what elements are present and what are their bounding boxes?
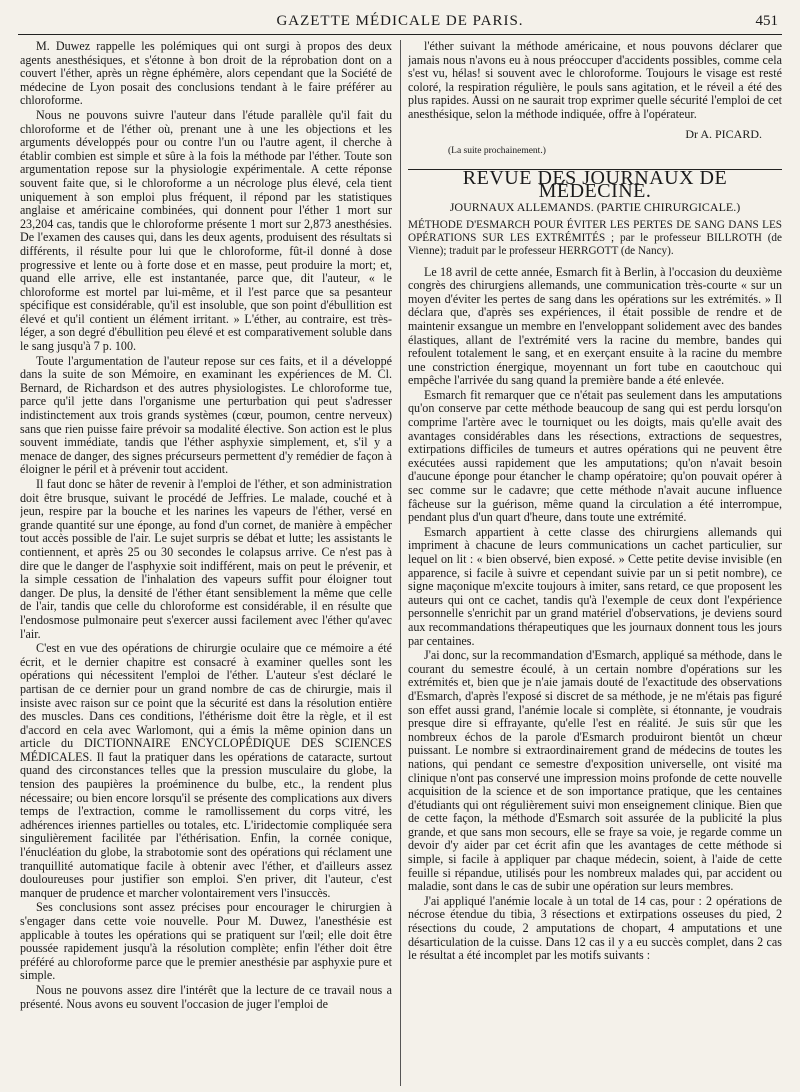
paragraph: Toute l'argumentation de l'auteur repose sur ces faits, et il a développé dans la suite de son Mémoire, en examinant les expériences de M. Cl. Bernard, de Richardson et des autres physiologistes. Le chloroforme tue, parce qu'il jette dans l'organisme une perturbation qui peut s'adresser indistinctement aux trois grands systèmes (cœur, poumon, centre nerveux) sans que rien puisse faire prévoir sa modalité élective. Son action est le plus souvent immédiate, tandis que l'éther asphyxie simplement, et, s'il y a menace de danger, des signes précurseurs permettent d'y remédier de façon à éloigner le péril et à prévenir tout accident. xyxy=(20,353,392,477)
section-title: REVUE DES JOURNAUX DE MÉDECINE. xyxy=(462,166,728,203)
page-header xyxy=(18,12,782,35)
paragraph: C'est en vue des opérations de chirurgie oculaire que ce mémoire a été écrit, et le dernier chapitre est consacré à examiner quelles sont les opérations qui nécessitent l'emploi de l'éther. L'auteur s'est déclaré le partisan de ce dernier pour un grand nombre de cas de chirurgie, mais il insiste avec raison sur ce point que la sécurité est dans la résolution entière des muscles. Dans ces conditions, l'éthérisme doit être la règle, et il est d'accord en cela avec Warlomont, qui a émis la même opinion dans un article du DICTIONNAIRE ENCYCLOPÉDIQUE DES SCIENCES MÉDICALES. Il faut la pratiquer dans les opérations de cataracte, surtout quand des circonstances telles que la pression musculaire du globe, la tension des paupières la proéminence du bulbe, etc., la rendent plus nécessaire; ou bien encore lorsqu'il se présente des complications aux divers temps de l'extraction, comme le ramollissement du corps vitré, les adhérences iriennes partielles ou totales, etc. L'iridectomie compliquée sera singulièrement facilitée par l'éthérisation. Enfin, la cornée conique, l'énucléation du globe, la strabotomie sont des opérations qui réclament une tranquillité automatique facile à obtenir avec l'éther, et d'ailleurs assez douloureuses pour justifier son emploi. S'en priver, dit l'auteur, c'est manquer de prudence et marcher volontairement vers l'insuccès. xyxy=(20,641,392,900)
paragraph: J'ai appliqué l'anémie locale à un total de 14 cas, pour : 2 opérations de nécrose étendue du tibia, 3 résections et extirpations osseuses du pied, 2 résections du coude, 2 amputations de chopart, 4 amputations et une désarticulation de la cuisse. Dans 12 cas il y a eu succès complet, dans 2 cas le résultat a été incomplet par les motifs suivants : xyxy=(408,893,782,963)
continuation-paragraph: l'éther suivant la méthode américaine, et nous pouvons déclarer que jamais nous n'avons eu à nous préoccuper d'accidents possibles, comme cela s'est vu, hélas! si souvent avec le chloroforme. Toujours le visage est resté coloré, la respiration régulière, le pouls sans agitation, et le réveil a été des plus rapides. Aussi on ne saurait trop exprimer quelle sécurité l'emploi de cet anesthésique, selon la méthode indiquée, offre à l'opérateur. xyxy=(408,40,782,121)
journal-title: GAZETTE MÉDICALE DE PARIS. xyxy=(276,13,524,29)
paragraph: Esmarch appartient à cette classe des chirurgiens allemands qui impriment à chacune de leurs communications un cachet particulier, sur lequel on lit : « bien observé, bien exposé. » Cette petite devise invisible (en apparence, si facile à suivre et cependant suivie par un si petit nombre), ce signe maçonique m'excite toujours à imiter, sans retard, ce que proposent les auteurs qui ont ce cachet, tandis qu'à l'exemple de ceux dont l'expérience personnelle s'enrichit par un grand matériel d'observations, je deviens sourd aux recommandations thérapeutiques que les journaux donnent tous les jours par centaines. xyxy=(408,524,782,648)
article-title: MÉTHODE D'ESMARCH POUR ÉVITER LES PERTES DE SANG DANS LES OPÉRATIONS SUR LES EXTRÉMITÉS ; par le professeur BILLROTH (de Vienne); traduit par le professeur HERRGOTT (de Nancy). xyxy=(408,218,782,257)
paragraph: M. Duwez rappelle les polémiques qui ont surgi à propos des deux agents anesthésiques, et s'étonne à bon droit de la réprobation dont on a couvert l'éther, après un règne éphémère, alors cependant que la Société de médecine de Lyon posait des conclusions tendant à le faire préférer au chloroforme. xyxy=(20,40,392,108)
suite-note: (La suite prochainement.) xyxy=(448,146,546,157)
paragraph: Ses conclusions sont assez précises pour encourager le chirurgien à s'engager dans cette voie nouvelle. Pour M. Duwez, l'anesthésie est applicable à toutes les opérations qui se pratiquent sur l'œil; elle doit être poussée rapidement jusqu'à la résolution complète; enfin l'éther doit être préféré au chloroforme parce que le premier anesthésie par asphyxie pure et simple. xyxy=(20,900,392,983)
paragraph: Le 18 avril de cette année, Esmarch fit à Berlin, à l'occasion du deuxième congrès des chirurgiens allemands, une communication très-courte « sur un moyen d'éviter les pertes de sang dans les opérations sur les extrémités. » Il déclara que, d'après ses expériences, il était possible de rendre et de maintenir exsangue un membre en l'enveloppant solidement avec des bandes élastiques, allant de l'extrémité vers la racine du membre, bandes qui refoulent totalement le sang, et en exerçant ensuite à la racine du membre une constriction énergique, moyennant un fort tube en caoutchouc qui empêche l'arrivée du sang quand la première bande a été enlevée. xyxy=(408,264,782,388)
paragraph: J'ai donc, sur la recommandation d'Esmarch, appliqué sa méthode, dans le courant du semestre écoulé, à un certain nombre d'opérations sur les extrémités et, bien que je n'aie jamais douté de l'exactitude des observations d'Esmarch, d'après l'exposé si discret de sa méthode, je ne m'étais pas figuré son effet aussi grand, l'anémie locale si complète, si étonnante, je voudrais presque dire si effrayante, qu'elle l'est en réalité. Je suis sûr que les nombreux échos de la parole d'Esmarch produiront bientôt un chœur puissant. Le nombre si extraordinairement grand de médecins de toutes les nations, qui pendant ce semestre d'exposition universelle, ont visité ma clinique n'ont pas conservé une impression moins profonde de cette nouvelle acquisition de la science et de son importance pratique, que les centaines d'étudiants qui ont régulièrement suivi mon enseignement clinique. Bien que de cette façon, la méthode d'Esmarch soit assurée de la publicité la plus grande, et que sans mon secours, elle se fraye sa voie, je regarde comme un devoir d'y aider par cet écrit afin que les avantages de cette méthode si simple, si facile à appliquer par chaque médecin, soient, à l'aide de cette feuille si répandue, utilisés pour les nombreux malades qui, par accident ou maladie, sont dans le cas de subir une opération sur leurs membres. xyxy=(408,648,782,894)
right-column xyxy=(408,40,782,1086)
author-signature: Dr A. PICARD. xyxy=(685,126,762,141)
page-number: 451 xyxy=(755,13,778,29)
paragraph: Il faut donc se hâter de revenir à l'emploi de l'éther, et son administration doit être brusque, suivant le procédé de Jeffries. Le malade, couché et à jeun, respire par la bouche et les narines les vapeurs de l'éther, versé en grande quantité sur une éponge, au fond d'un cornet, de manière à empêcher tout accès possible de l'air. Le sujet surpris se débat et lutte; les assistants le contiennent, et après 25 ou 30 secondes le colapsus arrive. Ce n'est pas à dire que le danger de l'asphyxie soit indifférent, mais on peut le prévenir, et la simple cessation de l'inhalation des vapeurs suffit pour éloigner tout danger. De plus, la densité de l'éther étant sensiblement la même que celle de l'air, tandis que celle du chloroforme est considérable, il en résulte que l'endosmose pulmonaire peut s'exercer aussi facilement avec l'éther qu'avec l'air. xyxy=(20,477,392,641)
paragraph: Nous ne pouvons assez dire l'intérêt que la lecture de ce travail nous a présenté. Nous avons eu souvent l'occasion de juger l'emploi de xyxy=(20,982,392,1011)
paragraph: Nous ne pouvons suivre l'auteur dans l'étude parallèle qu'il fait du chloroforme et de l'éther où, prenant une à une les objections et les arguments développés pour ou contre l'un ou l'autre agent, il cherche à établir combien est simple et sûre à la fois la méthode par l'éther. Toute son argumentation repose sur la physiologie expérimentale. A cette réponse souvent faite que, si le chloroforme a un nécrologe plus élevé, cela tient uniquement à son emploi plus fréquent, il répond par les statistiques anglaise et américaine combinées, qui donnent pour l'éther 1 mort sur 23,204 cas, tandis que le chloroforme présente 1 mort sur 2,873 anesthésies. De l'examen des causes qui, dans les deux agents, produisent des résultats si différents, il résulte pour lui que le chloroforme, fût-il donné à dose progressive et lente ou à forte dose et en masse, peut produire la mort; et, quand elle arrive, elle est instantanée, parce que, dit l'auteur, « le chloroforme est mortel par lui-même, et il l'est parce que sa pesanteur spécifique est considérable, qu'il est insoluble, que son point d'ébullition est élevé et qu'il contient un élément irritant. » L'éther, au contraire, est très-léger, a son degré d'ébullition peu élevé et est comparativement soluble dans le sang jusqu'à 7 p. 100. xyxy=(20,107,392,354)
paragraph: Esmarch fit remarquer que ce n'était pas seulement dans les amputations qu'on conserve par cette méthode beaucoup de sang qui est perdu lorsqu'on comprime l'artère avec le tourniquet ou les doigts, mais qu'elle avait des avantages considérables dans les résections, extractions de sequestres, extirpations difficiles de tumeurs et autres opérations qui ne peuvent être exécutées aussi rapidement que les amputations; qu'on n'avait besoin d'aucune éponge pour étancher le champ opératoire; qu'on pouvait opérer à sec comme sur le cadavre; que cette méthode n'avait aucune influence fâcheuse sur la guérison, même quand la circulation a été interrompue, pendant plus d'un quart d'heure, dans toute une extrémité. xyxy=(408,387,782,525)
column-divider xyxy=(400,40,401,1086)
section-subtitle: JOURNAUX ALLEMANDS. (PARTIE CHIRURGICALE.) xyxy=(449,199,741,214)
left-column xyxy=(20,40,392,1086)
